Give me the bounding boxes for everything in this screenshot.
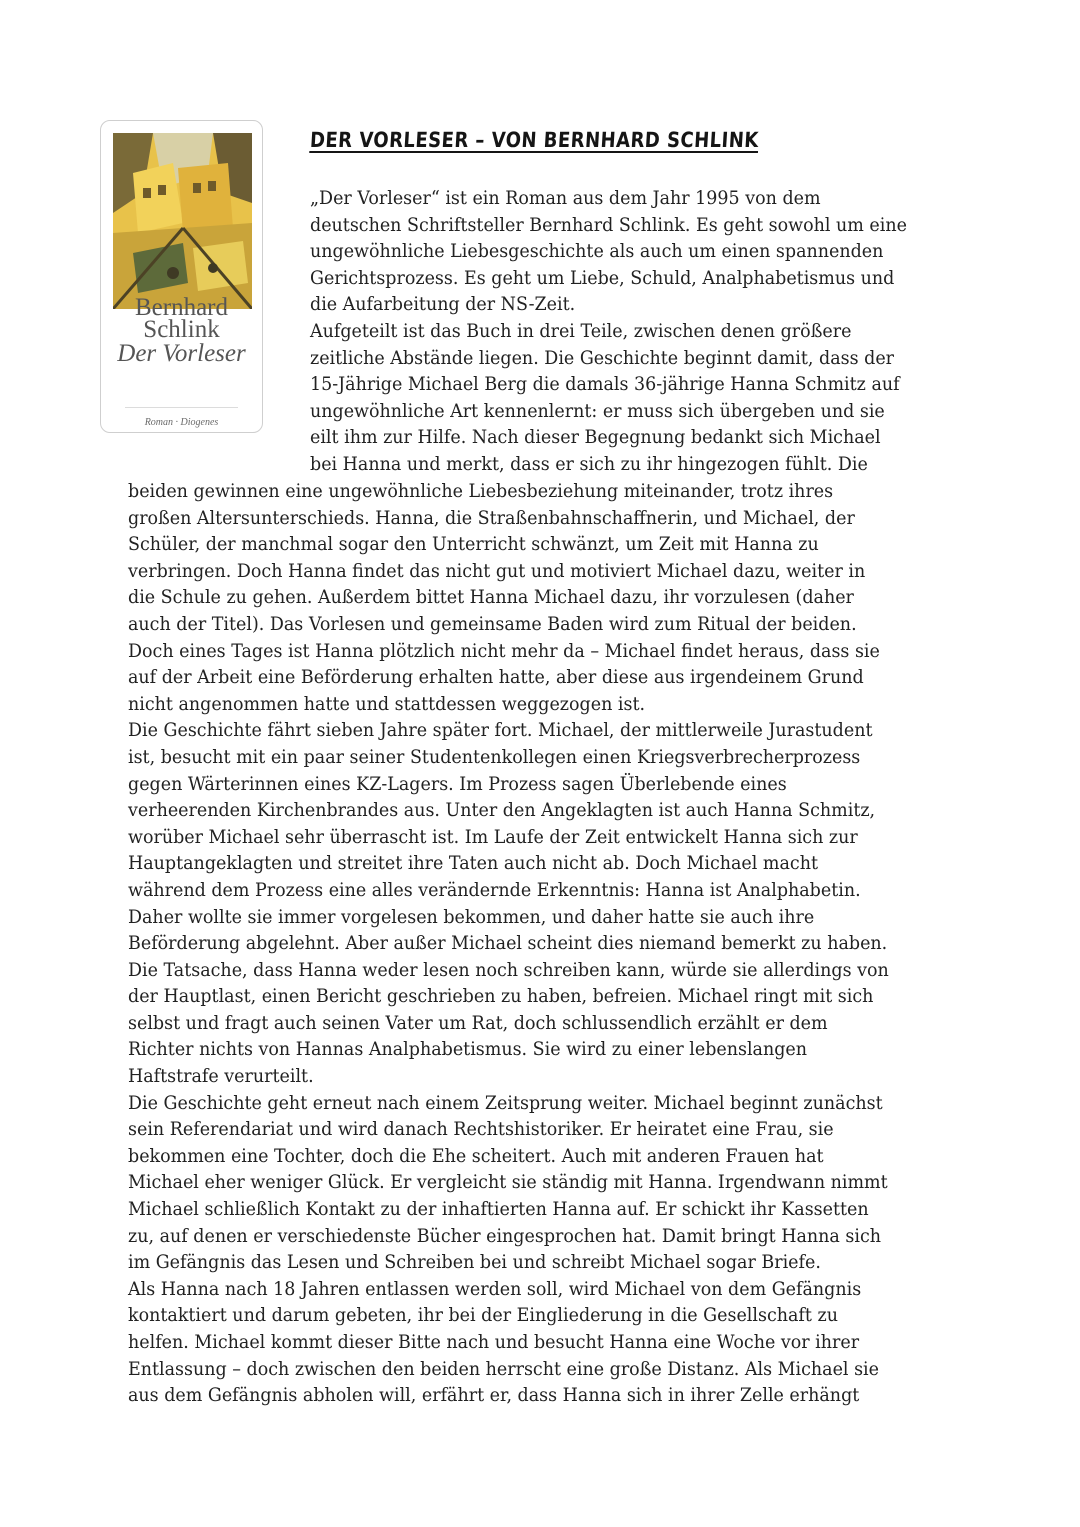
text-line: großen Altersunterschieds. Hanna, die Straßenbahnschaffnerin, und Michael, der <box>128 506 855 529</box>
text-line: Als Hanna nach 18 Jahren entlassen werden soll, wird Michael von dem Gefängnis <box>128 1277 862 1300</box>
text-line: deutschen Schriftsteller Bernhard Schlink. Es geht sowohl um eine <box>310 213 907 236</box>
text-line: Doch eines Tages ist Hanna plötzlich nicht mehr da – Michael findet heraus, dass sie <box>128 639 880 662</box>
text-line: nicht angenommen hatte und stattdessen weggezogen ist. <box>128 692 646 715</box>
text-line: Entlassung – doch zwischen den beiden herrscht eine große Distanz. Als Michael sie <box>128 1357 879 1380</box>
text-line: Daher wollte sie immer vorgelesen bekommen, und daher hatte sie auch ihre <box>128 905 815 928</box>
text-line: Gerichtsprozess. Es geht um Liebe, Schuld, Analphabetismus und <box>310 266 895 289</box>
text-line: zu, auf denen er verschiedenste Bücher eingesprochen hat. Damit bringt Hanna sich <box>128 1224 882 1247</box>
cover-author-first-name: Bernhard <box>134 294 229 321</box>
text-line: verbringen. Doch Hanna findet das nicht gut und motiviert Michael dazu, weiter in <box>128 559 866 582</box>
text-line: Michael eher weniger Glück. Er vergleicht sie ständig mit Hanna. Irgendwann nimmt <box>128 1171 888 1194</box>
book-cover <box>100 120 263 433</box>
text-line: der Hauptlast, einen Bericht geschrieben zu haben, befreien. Michael ringt mit sich <box>128 985 874 1008</box>
cover-publisher: Roman · Diogenes <box>144 417 219 428</box>
text-line: bei Hanna und merkt, dass er sich zu ihr hingezogen fühlt. Die <box>310 452 868 475</box>
cover-author-last-name: Schlink <box>143 316 220 343</box>
text-line: ist, besucht mit ein paar seiner Studentenkollegen einen Kriegsverbrecherprozess <box>128 745 861 768</box>
intro-text-block <box>310 185 907 478</box>
text-line: beiden gewinnen eine ungewöhnliche Liebesbeziehung miteinander, trotz ihres <box>128 480 834 502</box>
text-line: gegen Wärterinnen eines KZ-Lagers. Im Prozess sagen Überlebende eines <box>128 772 787 795</box>
text-line: „Der Vorleser“ ist ein Roman aus dem Jahr 1995 von dem <box>310 187 821 209</box>
text-line: bekommen eine Tochter, doch die Ehe scheitert. Auch mit anderen Frauen hat <box>128 1144 824 1167</box>
text-line: die Schule zu gehen. Außerdem bittet Hanna Michael dazu, ihr vorzulesen (daher <box>128 586 854 609</box>
text-line: auf der Arbeit eine Beförderung erhalten hatte, aber diese aus irgendeinem Grund <box>128 666 864 689</box>
text-line: ungewöhnliche Art kennenlernt: er muss sich übergeben und sie <box>310 399 885 422</box>
text-line: Michael schließlich Kontakt zu der inhaftierten Hanna auf. Er schickt ihr Kassetten <box>128 1198 869 1221</box>
text-line: Hauptangeklagten und streitet ihre Taten auch nicht ab. Doch Michael macht <box>128 852 818 875</box>
cover-divider <box>125 407 238 408</box>
text-line: kontaktiert und darum gebeten, ihr bei der Eingliederung in die Gesellschaft zu <box>128 1304 838 1327</box>
text-line: 15-Jährige Michael Berg die damals 36-jährige Hanna Schmitz auf <box>310 373 900 396</box>
text-line: die Aufarbeitung der NS-Zeit. <box>310 293 576 316</box>
text-line: eilt ihm zur Hilfe. Nach dieser Begegnung bedankt sich Michael <box>310 426 881 449</box>
text-line: Die Geschichte geht erneut nach einem Zeitsprung weiter. Michael beginnt zunächst <box>128 1091 883 1114</box>
text-line: Die Tatsache, dass Hanna weder lesen noch schreiben kann, würde sie allerdings von <box>128 958 889 981</box>
text-line: Aufgeteilt ist das Buch in drei Teile, zwischen denen größere <box>310 319 852 342</box>
text-line: Beförderung abgelehnt. Aber außer Michael scheint dies niemand bemerkt zu haben. <box>128 932 888 955</box>
text-line: während dem Prozess eine alles verändernde Erkenntnis: Hanna ist Analphabetin. <box>128 878 861 901</box>
text-line: worüber Michael sehr überrascht ist. Im Laufe der Zeit entwickelt Hanna sich zur <box>128 825 858 848</box>
page-title: DER VORLESER – VON BERNHARD SCHLINK <box>309 128 760 152</box>
text-line: Richter nichts von Hannas Analphabetismus. Sie wird zu einer lebenslangen <box>128 1038 808 1061</box>
main-text-block <box>128 478 889 1409</box>
text-line: Haftstrafe verurteilt. <box>128 1065 314 1088</box>
text-line: helfen. Michael kommt dieser Bitte nach und besucht Hanna eine Woche vor ihrer <box>128 1331 860 1353</box>
text-line: zeitliche Abstände liegen. Die Geschichte beginnt damit, dass der <box>310 346 895 369</box>
text-line: selbst und fragt auch seinen Vater um Rat, doch schlussendlich erzählt er dem <box>128 1011 828 1034</box>
cover-illustration <box>113 133 252 309</box>
text-line: im Gefängnis das Lesen und Schreiben bei und schreibt Michael sogar Briefe. <box>128 1251 821 1274</box>
text-line: verheerenden Kirchenbrandes aus. Unter den Angeklagten ist auch Hanna Schmitz, <box>128 799 876 822</box>
text-line: aus dem Gefängnis abholen will, erfährt er, dass Hanna sich in ihrer Zelle erhängt <box>128 1384 860 1407</box>
text-line: ungewöhnliche Liebesgeschichte als auch um einen spannenden <box>310 240 884 263</box>
text-line: Schüler, der manchmal sogar den Unterricht schwänzt, um Zeit mit Hanna zu <box>128 533 819 556</box>
cover-title: Der Vorleser <box>117 340 246 367</box>
text-line: sein Referendariat und wird danach Rechtshistoriker. Er heiratet eine Frau, sie <box>128 1118 834 1141</box>
text-line: auch der Titel). Das Vorlesen und gemeinsame Baden wird zum Ritual der beiden. <box>128 612 857 635</box>
text-line: Die Geschichte fährt sieben Jahre später fort. Michael, der mittlerweile Jurastudent <box>128 719 873 742</box>
